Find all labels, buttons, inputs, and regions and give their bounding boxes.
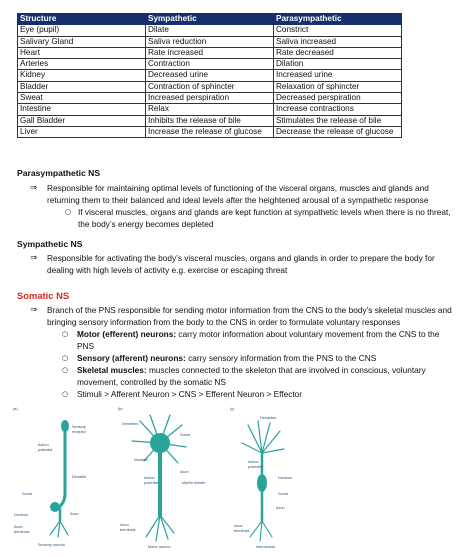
parasympathetic-heading: Parasympathetic NS xyxy=(17,168,101,178)
table-header-row xyxy=(18,14,402,25)
implies-arrow-icon: ⇒ xyxy=(30,253,38,263)
table-row xyxy=(18,81,402,92)
figure-label: Axon xyxy=(234,524,243,528)
figure-label: Action xyxy=(38,443,49,447)
figure-label: potential xyxy=(144,481,159,485)
somatic-text-line: bringing sensory information from the body to the CNS in order to formulate voluntary responses xyxy=(47,317,401,327)
figure-label: potential xyxy=(248,465,263,469)
table-cell: Arteries xyxy=(18,59,146,70)
circle-bullet-icon: ○ xyxy=(62,390,69,398)
parasympathetic-subpoint-line: If visceral muscles, organs and glands are kept function at sympathetic levels when there is no threat, xyxy=(78,207,451,217)
bullet-term: Skeletal muscles: xyxy=(77,365,147,375)
table-cell: Bladder xyxy=(18,81,146,92)
table-cell: Constrict xyxy=(274,25,402,36)
figure-label: receptor xyxy=(72,430,86,434)
table-cell: Relax xyxy=(146,104,274,115)
table-row xyxy=(18,115,402,126)
table-cell: Rate increased xyxy=(146,47,274,58)
table-header-cell: Sympathetic xyxy=(146,14,274,25)
circle-bullet-icon: ○ xyxy=(62,330,69,338)
table-cell: Contraction xyxy=(146,59,274,70)
table-cell: Eye (pupil) xyxy=(18,25,146,36)
figure-panel-label: (b) xyxy=(118,407,123,411)
sympathetic-text-line: dealing with high levels of activity e.g. exercise or escaping threat xyxy=(47,265,288,275)
table-cell: Intestine xyxy=(18,104,146,115)
figure-caption-motor: Motor neuron xyxy=(148,545,171,549)
figure-panel-label: (c) xyxy=(230,407,235,411)
somatic-heading: Somatic NS xyxy=(17,290,70,301)
circle-bullet-icon: ○ xyxy=(62,366,69,374)
figure-label: Axon xyxy=(14,525,23,529)
figure-label: Myelin sheath xyxy=(182,481,206,485)
parasympathetic-text-line: returning them to their balanced and ideal levels after the heightened arousal of a sympathetic response xyxy=(47,195,429,205)
table-cell: Rate decreased xyxy=(274,47,402,58)
sympathetic-heading: Sympathetic NS xyxy=(17,239,83,249)
table-cell: Salivary Gland xyxy=(18,36,146,47)
table-header-cell: Structure xyxy=(18,14,146,25)
table-row xyxy=(18,70,402,81)
figure-label: Dendrites xyxy=(260,416,277,420)
table-cell: Liver xyxy=(18,126,146,137)
bullet-term: Sensory (afferent) neurons: xyxy=(77,353,186,363)
figure-panel-label: (a) xyxy=(13,407,18,411)
table-row xyxy=(18,25,402,36)
table-cell: Contraction of sphincter xyxy=(146,81,274,92)
figure-label: Nucleus xyxy=(14,513,28,517)
neuron-types-figure xyxy=(10,403,310,553)
figure-caption-sensory: Sensory neuron xyxy=(38,543,65,547)
table-cell: Decreased urine xyxy=(146,70,274,81)
figure-label: Dendrite xyxy=(72,475,87,479)
table-cell: Increased urine xyxy=(274,70,402,81)
circle-bullet-icon: ○ xyxy=(65,208,72,216)
ans-comparison-table xyxy=(17,13,402,138)
figure-label: terminals xyxy=(14,530,30,534)
circle-bullet-icon: ○ xyxy=(62,354,69,362)
table-cell: Kidney xyxy=(18,70,146,81)
table-cell: Increased perspiration xyxy=(146,93,274,104)
table-cell: Sweat xyxy=(18,93,146,104)
figure-label: Sensory xyxy=(72,425,86,429)
interneuron-drawing xyxy=(242,421,284,541)
figure-label: potential xyxy=(38,448,53,452)
parasympathetic-subpoint-line: the body’s energy becomes depleted xyxy=(78,219,214,229)
table-row xyxy=(18,47,402,58)
table-cell: Increase the release of glucose xyxy=(146,126,274,137)
somatic-bullet-skeletal xyxy=(77,365,426,377)
table-row xyxy=(18,59,402,70)
somatic-bullet-sensory xyxy=(77,353,376,365)
figure-label: Nucleus xyxy=(278,476,292,480)
table-row xyxy=(18,36,402,47)
bullet-continuation: PNS xyxy=(77,341,95,351)
figure-label: Soma xyxy=(278,492,288,496)
table-cell: Heart xyxy=(18,47,146,58)
figure-label: Action xyxy=(248,460,259,464)
figure-label: Action xyxy=(144,476,155,480)
bullet-continuation: movement, controlled by the somatic NS xyxy=(77,377,226,387)
motor-neuron-drawing xyxy=(132,415,186,541)
figure-label: terminals xyxy=(120,528,136,532)
figure-label: Axon xyxy=(120,523,129,527)
bullet-text: carry motor information about voluntary movement from the CNS to the xyxy=(176,329,440,339)
table-row xyxy=(18,126,402,137)
figure-label: Nucleus xyxy=(134,458,148,462)
somatic-text-line: Branch of the PNS responsible for sending motor information from the CNS to the body’s skeletal muscles and xyxy=(47,305,452,315)
table-cell: Saliva reduction xyxy=(146,36,274,47)
table-row xyxy=(18,104,402,115)
figure-label: Soma xyxy=(22,492,32,496)
somatic-bullet-motor xyxy=(77,329,439,341)
table-header-cell: Parasympathetic xyxy=(274,14,402,25)
figure-label: Axon xyxy=(180,470,189,474)
table-cell: Gall Bladder xyxy=(18,115,146,126)
sympathetic-text-line: Responsible for activating the body’s visceral muscles, organs and glands in order to prepare the body for xyxy=(47,253,435,263)
figure-caption-interneuron: Interneuron xyxy=(256,545,276,549)
table-cell: Inhibits the release of bile xyxy=(146,115,274,126)
figure-label: Dendrites xyxy=(122,422,139,426)
table-cell: Dilation xyxy=(274,59,402,70)
table-cell: Stimulates the release of bile xyxy=(274,115,402,126)
bullet-text: muscles connected to the skeleton that are involved in conscious, voluntary xyxy=(146,365,426,375)
table-cell: Relaxation of sphincter xyxy=(274,81,402,92)
table-row xyxy=(18,93,402,104)
parasympathetic-text-line: Responsible for maintaining optimal levels of functioning of the visceral organs, muscles and glands and xyxy=(47,183,429,193)
table-cell: Dilate xyxy=(146,25,274,36)
figure-label: terminals xyxy=(234,529,250,533)
table-cell: Increase contractions xyxy=(274,104,402,115)
somatic-bullet-pathway: Stimuli > Afferent Neuron > CNS > Efferent Neuron > Effector xyxy=(77,389,303,399)
table-cell: Saliva increased xyxy=(274,36,402,47)
sensory-neuron-drawing xyxy=(50,420,69,537)
figure-label: Axon xyxy=(276,506,285,510)
implies-arrow-icon: ⇒ xyxy=(30,305,38,315)
table-cell: Decrease the release of glucose xyxy=(274,126,402,137)
bullet-term: Motor (efferent) neurons: xyxy=(77,329,177,339)
implies-arrow-icon: ⇒ xyxy=(30,183,38,193)
table-cell: Decreased perspiration xyxy=(274,93,402,104)
figure-label: Soma xyxy=(180,433,190,437)
bullet-text: carry sensory information from the PNS to the CNS xyxy=(185,353,377,363)
figure-label: Axon xyxy=(70,512,79,516)
